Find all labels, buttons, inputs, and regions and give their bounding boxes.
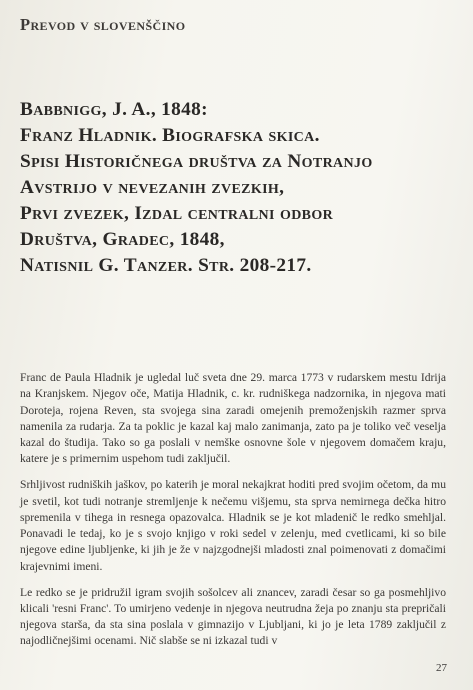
paragraph: Srhljivost rudniških jaškov, po katerih je moral nekajkrat hoditi pred svojim očetom, da mu je svetil, kot tudi notranje stremljenje k nečemu višjemu, sta sprva nemirnega dečka hitro spremenila v tihega in resnega opazovalca. Hladnik se je kot mladenič le redko smehljal. Ponavadi le tedaj, ko je s svojo knjigo v roki sedel v zelenju, med cvetlicami, ki so bile njegove edine ljubljenke, ki jih je že v najzgodnejši mladosti znal poimenovati z domačimi krajevnimi imeni. [20, 478, 446, 573]
page-number: 27 [436, 662, 447, 674]
citation-line: Babbnigg, J. A., 1848: [20, 99, 208, 120]
citation-heading [20, 97, 460, 279]
paragraph: Le redko se je pridružil igram svojih sošolcev ali znancev, zaradi česar so ga posmehljivo klicali 'resni Franc'. To umirjeno vedenje in njegova neutrudna žeja po znanju sta prepričali njegova starša, da sta sina poslala v gimnazijo v Ljubljani, ki jo je leta 1789 zaključil z najodličnejšimi ocenami. Nič slabše se ni izkazal tudi v [20, 585, 446, 648]
paragraph: Franc de Paula Hladnik je ugledal luč sveta dne 29. marca 1773 v rudarskem mestu Idrija na Kranjskem. Njegov oče, Matija Hladnik, c. kr. rudniškega nadzornika, in njegova mati Doroteja, rojena Reven, sta svojega sina zaradi omejenih premoženjskih razmer sprva namenila za rudarja. Za ta poklic je kazal kaj malo zanimanja, zato pa je toliko več veselja kazal do študija. Tako so ga poslali v nemške osnovne šole v njegovem domačem kraju, katere je s primernim uspehom tudi zaključil. [20, 371, 446, 466]
body-text [20, 370, 446, 650]
citation-line: Društva, Gradec, 1848, [20, 229, 225, 250]
citation-line: Natisnil G. Tanzer. Str. 208-217. [20, 255, 312, 276]
citation-line: Franz Hladnik. Biografska skica. [20, 125, 320, 146]
citation-line: Spisi Historičnega društva za Notranjo [20, 151, 373, 172]
citation-line: Avstrijo v nevezanih zvezkih, [20, 177, 285, 198]
section-header: Prevod v slovenščino [20, 15, 186, 34]
citation-line: Prvi zvezek, Izdal centralni odbor [20, 203, 334, 224]
